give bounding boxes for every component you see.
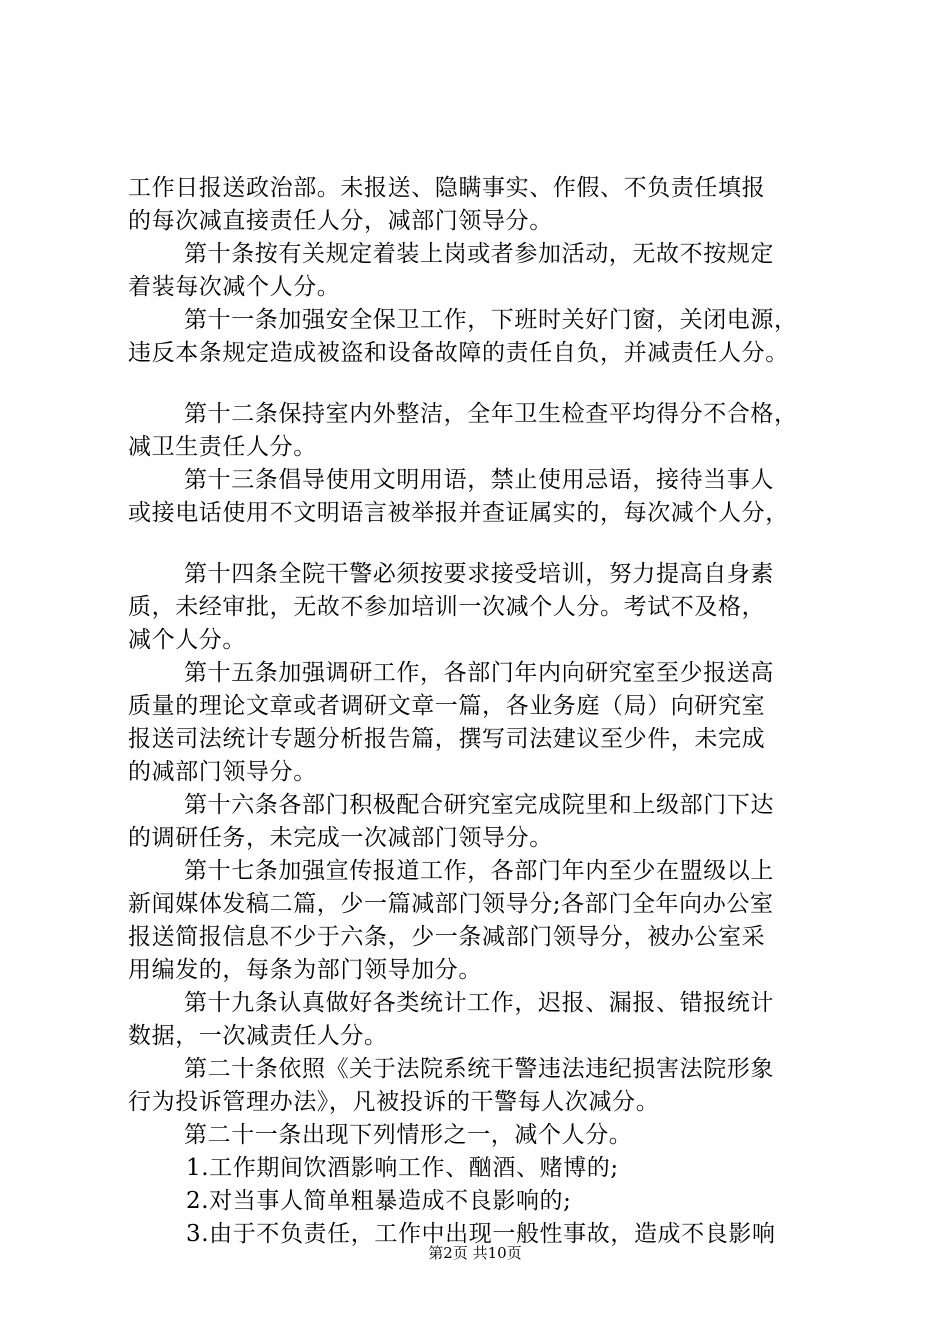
text-line: 减个人分。 bbox=[128, 627, 246, 653]
paragraph-gap bbox=[128, 530, 836, 558]
article-16-line: 第十六条各部门积极配合研究室完成院里和上级部门下达 bbox=[184, 792, 774, 818]
text-line: 的调研任务，未完成一次减部门领导分。 bbox=[128, 825, 553, 851]
article-20-line: 第二十条依照《关于法院系统干警违法违纪损害法院形象 bbox=[184, 1056, 774, 1082]
article-13-line: 第十三条倡导使用文明用语，禁止使用忌语，接待当事人 bbox=[184, 467, 774, 493]
list-item: 2.对当事人简单粗暴造成不良影响的; bbox=[186, 1188, 572, 1214]
text-line: 或接电话使用不文明语言被举报并查证属实的，每次减个人分， bbox=[128, 500, 789, 526]
text-line: 数据，一次减责任人分。 bbox=[128, 1023, 388, 1049]
page-number-footer: 第2页 共10页 bbox=[428, 1244, 522, 1262]
text-line: 违反本条规定造成被盗和设备故障的责任自负，并减责任人分。 bbox=[128, 340, 789, 366]
article-17-line: 第十七条加强宣传报道工作，各部门年内至少在盟级以上 bbox=[184, 858, 774, 884]
text-line: 新闻媒体发稿二篇，少一篇减部门领导分;各部门全年向办公室 bbox=[128, 891, 774, 917]
text-line: 的每次减直接责任人分，减部门领导分。 bbox=[128, 208, 553, 234]
document-body bbox=[128, 172, 836, 1251]
text-line: 质量的理论文章或者调研文章一篇，各业务庭（局）向研究室 bbox=[128, 693, 766, 719]
article-14-line: 第十四条全院干警必须按要求接受培训，努力提高自身素 bbox=[184, 561, 774, 587]
text-line: 质，未经审批，无故不参加培训一次减个人分。考试不及格， bbox=[128, 594, 766, 620]
article-21-line: 第二十一条出现下列情形之一，减个人分。 bbox=[184, 1122, 633, 1148]
text-line: 报送司法统计专题分析报告篇，撰写司法建议至少件，未完成 bbox=[128, 726, 766, 752]
text-line: 用编发的，每条为部门领导加分。 bbox=[128, 957, 482, 983]
text-line: 报送简报信息不少于六条，少一条减部门领导分，被办公室采 bbox=[128, 924, 766, 950]
article-15-line: 第十五条加强调研工作，各部门年内向研究室至少报送高 bbox=[184, 660, 774, 686]
article-10-line: 第十条按有关规定着装上岗或者参加活动，无故不按规定 bbox=[184, 241, 774, 267]
article-19-line: 第十九条认真做好各类统计工作，迟报、漏报、错报统计 bbox=[184, 990, 774, 1016]
list-item: 3.由于不负责任，工作中出现一般性事故，造成不良影响 bbox=[186, 1221, 776, 1247]
text-line: 着装每次减个人分。 bbox=[128, 274, 341, 300]
article-12-line: 第十二条保持室内外整洁，全年卫生检查平均得分不合格， bbox=[184, 401, 798, 427]
text-line: 行为投诉管理办法》，凡被投诉的干警每人次减分。 bbox=[128, 1089, 660, 1115]
text-line: 的减部门领导分。 bbox=[128, 759, 317, 785]
article-11-line: 第十一条加强安全保卫工作，下班时关好门窗，关闭电源， bbox=[184, 307, 798, 333]
paragraph-gap bbox=[128, 370, 836, 398]
list-item: 1.工作期间饮酒影响工作、酗酒、赌博的; bbox=[186, 1155, 619, 1181]
text-line: 工作日报送政治部。未报送、隐瞒事实、作假、不负责任填报 bbox=[128, 175, 766, 201]
text-line: 减卫生责任人分。 bbox=[128, 434, 317, 460]
